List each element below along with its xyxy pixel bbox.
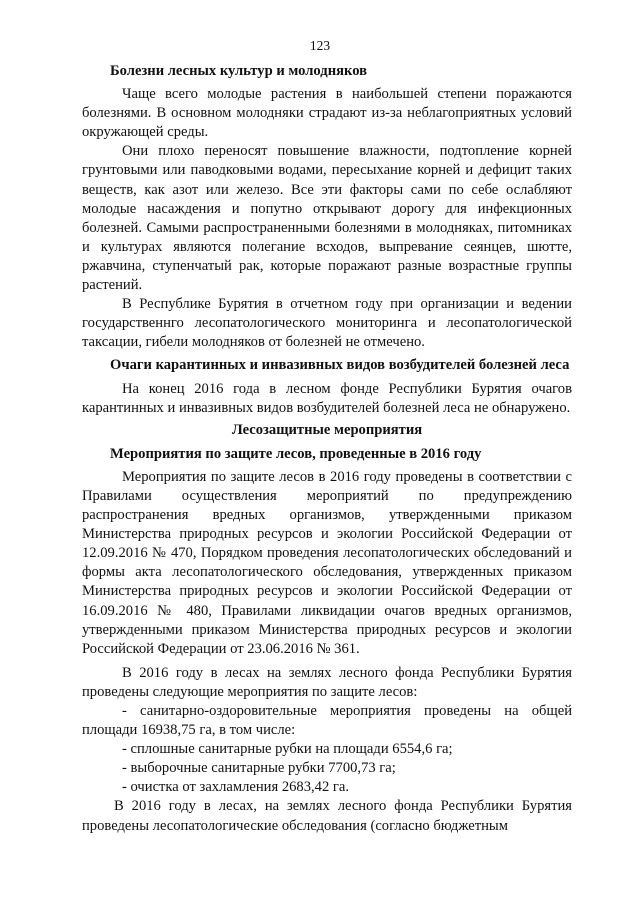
paragraph: Они плохо переносят повышение влажности, подтопление корней грунтовыми или паводковыми водами, пересыхание корней и дефицит таких веществ, как азот или железо. Все эти факторы сами по себе ослабляют молодые насаждения и попутно открывают дорогу для инфекционных болезней. Самыми распространенными болезнями в молодняках, питомниках и культурах являются полегание всходов, выпревание сеянцев, шютте, ржавчина, ступенчатый рак, которые поражают разные возрастные группы растений.: [82, 143, 572, 294]
list-item: - сплошные санитарные рубки на площади 6554,6 га;: [122, 741, 453, 758]
document-body: [82, 62, 572, 836]
list-item: - очистка от захламления 2683,42 га.: [122, 779, 350, 796]
list-item: - выборочные санитарные рубки 7700,73 га;: [122, 760, 396, 777]
paragraph: В Республике Бурятия в отчетном году при организации и ведении государственнго лесопатологического мониторинга и лесопатологической таксации, гибели молодняков от болезней не отмечено.: [82, 296, 572, 351]
paragraph: В 2016 году в лесах на землях лесного фонда Республики Бурятия проведены следующие мероприятия по защите лесов:: [82, 664, 572, 700]
heading-protection-measures: Лесозащитные мероприятия: [231, 421, 423, 438]
paragraph: Мероприятия по защите лесов в 2016 году проведены в соответствии с Правилами осуществления мероприятий по предупреждению распространения вредных организмов, утвержденными приказом Министерства природных ресурсов и экологии Российской Федерации от 12.09.2016 № 470, Порядком проведения лесопатологических обследований и формы акта лесопатологического обследования, утвержденных приказом Министерства природных ресурсов и экологии Российской Федерации от 16.09.2016 № 480, Правилами ликвидации очагов вредных организмов, утвержденными приказом Министерства природных ресурсов и экологии Российской Федерации от 23.06.2016 № 361.: [82, 468, 572, 657]
heading-forest-cultures-diseases: Болезни лесных культур и молодняков: [110, 63, 368, 79]
paragraph: В 2016 году в лесах, на землях лесного фонда Республики Бурятия проведены лесопатологические обследования (согласно бюджетным: [82, 798, 572, 834]
heading-quarantine-foci: Очаги карантинных и инвазивных видов возбудителей болезней леса: [110, 357, 570, 374]
paragraph: На конец 2016 года в лесном фонде Республики Бурятия очагов карантинных и инвазивных видов возбудителей болезней леса не обнаружено.: [82, 380, 572, 416]
paragraph: Чаще всего молодые растения в наибольшей степени поражаются болезнями. В основном молодняки страдают из-за неблагоприятных условий окружающей среды.: [82, 86, 572, 141]
list-item: - санитарно-оздоровительные мероприятия проведены на общей площади 16938,75 га, в том числе:: [82, 703, 572, 739]
heading-measures-2016: Мероприятия по защите лесов, проведенные в 2016 году: [110, 445, 482, 462]
page-number: 123: [309, 38, 331, 53]
